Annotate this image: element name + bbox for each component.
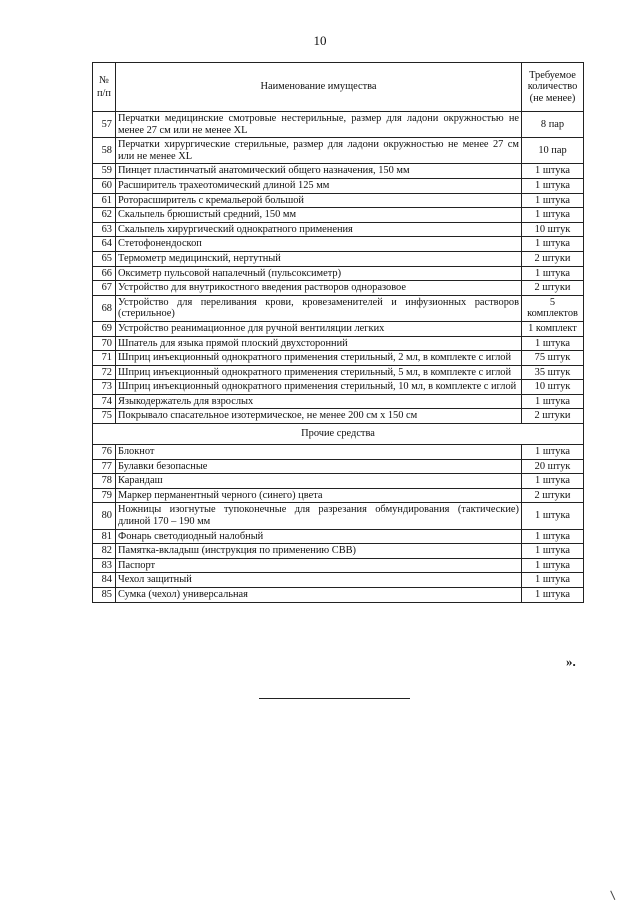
row-name: Устройство для переливания крови, кровезаменителей и инфузионных растворов (стерильное) [116,295,522,321]
table-row [93,459,584,474]
row-number: 58 [93,138,116,164]
table-header-row [93,63,584,112]
section-row [93,424,584,445]
row-quantity: 10 штук [522,222,584,237]
row-name: Стетофонендоскоп [116,237,522,252]
row-quantity: 1 штука [522,529,584,544]
row-name: Маркер перманентный черного (синего) цвета [116,488,522,503]
table-row [93,409,584,424]
row-quantity: 10 пар [522,138,584,164]
row-name: Паспорт [116,558,522,573]
row-name: Покрывало спасательное изотермическое, не менее 200 см x 150 см [116,409,522,424]
row-quantity: 5 комплектов [522,295,584,321]
row-name: Булавки безопасные [116,459,522,474]
row-name: Перчатки хирургические стерильные, размер для ладони окружностью не менее 27 см или не менее XL [116,138,522,164]
end-divider-line [259,698,410,699]
table-row [93,251,584,266]
row-quantity: 1 комплект [522,321,584,336]
row-name: Шприц инъекционный однократного применения стерильный, 2 мл, в комплекте с иглой [116,351,522,366]
row-number: 80 [93,503,116,529]
closing-quote: ». [566,654,576,669]
table-row [93,193,584,208]
table-row [93,394,584,409]
table-row [93,336,584,351]
table-row [93,365,584,380]
row-number: 71 [93,351,116,366]
table-body-medical [93,112,584,424]
table-row [93,138,584,164]
table-row [93,295,584,321]
row-name: Устройство реанимационное для ручной вентиляции легких [116,321,522,336]
row-quantity: 10 штук [522,380,584,395]
section-title: Прочие средства [93,424,584,445]
row-quantity: 2 штуки [522,409,584,424]
row-name: Пинцет пластинчатый анатомический общего назначения, 150 мм [116,164,522,179]
row-number: 83 [93,558,116,573]
row-number: 78 [93,474,116,489]
table-row [93,558,584,573]
table-row [93,112,584,138]
row-name: Языкодержатель для взрослых [116,394,522,409]
row-name: Памятка-вкладыш (инструкция по применению СВВ) [116,544,522,559]
row-name: Устройство для внутрикостного введения растворов одноразовое [116,281,522,296]
table-row [93,281,584,296]
row-number: 72 [93,365,116,380]
row-number: 75 [93,409,116,424]
row-quantity: 75 штук [522,351,584,366]
row-quantity: 1 штука [522,588,584,603]
table-row [93,222,584,237]
table-section [93,424,584,445]
row-number: 60 [93,178,116,193]
page-number: 10 [313,33,327,48]
row-quantity: 1 штука [522,178,584,193]
row-quantity: 1 штука [522,193,584,208]
row-quantity: 1 штука [522,394,584,409]
row-quantity: 8 пар [522,112,584,138]
row-name: Скальпель хирургический однократного применения [116,222,522,237]
table-body-other [93,445,584,603]
table-row [93,208,584,223]
table-row [93,445,584,460]
row-quantity: 35 штук [522,365,584,380]
row-number: 82 [93,544,116,559]
row-quantity: 1 штука [522,544,584,559]
equipment-table [92,62,584,603]
row-quantity: 20 штук [522,459,584,474]
row-number: 70 [93,336,116,351]
row-number: 79 [93,488,116,503]
table-row [93,178,584,193]
row-quantity: 1 штука [522,503,584,529]
table-row [93,488,584,503]
row-name: Перчатки медицинские смотровые нестерильные, размер для ладони окружностью не менее 27 см или не менее XL [116,112,522,138]
table-row [93,266,584,281]
corner-mark [610,888,621,900]
row-number: 68 [93,295,116,321]
row-number: 59 [93,164,116,179]
table-row [93,321,584,336]
row-name: Блокнот [116,445,522,460]
table-row [93,351,584,366]
table-row [93,164,584,179]
row-name: Шприц инъекционный однократного применения стерильный, 5 мл, в комплекте с иглой [116,365,522,380]
row-number: 66 [93,266,116,281]
row-name: Роторасширитель с кремальерой большой [116,193,522,208]
table-row [93,529,584,544]
row-number: 62 [93,208,116,223]
row-number: 84 [93,573,116,588]
table-row [93,503,584,529]
row-number: 74 [93,394,116,409]
row-name: Карандаш [116,474,522,489]
row-number: 81 [93,529,116,544]
row-number: 77 [93,459,116,474]
header-name: Наименование имущества [116,63,522,112]
row-quantity: 1 штука [522,558,584,573]
row-number: 73 [93,380,116,395]
row-name: Термометр медицинский, нертутный [116,251,522,266]
row-number: 67 [93,281,116,296]
header-qty: Требуемое количество (не менее) [522,63,584,112]
row-quantity: 1 штука [522,573,584,588]
table-row [93,474,584,489]
row-quantity: 2 штуки [522,251,584,266]
row-name: Скальпель брюшистый средний, 150 мм [116,208,522,223]
table-row [93,544,584,559]
table-row [93,380,584,395]
row-name: Расширитель трахеотомический длиной 125 мм [116,178,522,193]
row-number: 85 [93,588,116,603]
header-num: № п/п [93,63,116,112]
row-quantity: 1 штука [522,208,584,223]
row-quantity: 1 штука [522,266,584,281]
row-number: 64 [93,237,116,252]
table-row [93,237,584,252]
row-quantity: 1 штука [522,336,584,351]
row-quantity: 2 штуки [522,281,584,296]
row-name: Чехол защитный [116,573,522,588]
row-number: 57 [93,112,116,138]
row-quantity: 1 штука [522,164,584,179]
row-number: 61 [93,193,116,208]
row-number: 76 [93,445,116,460]
row-name: Оксиметр пульсовой напалечный (пульсоксиметр) [116,266,522,281]
row-name: Ножницы изогнутые тупоконечные для разрезания обмундирования (тактические) длиной 170 – 190 мм [116,503,522,529]
row-quantity: 2 штуки [522,488,584,503]
row-number: 63 [93,222,116,237]
table-row [93,573,584,588]
row-name: Фонарь светодиодный налобный [116,529,522,544]
row-quantity: 1 штука [522,237,584,252]
row-quantity: 1 штука [522,474,584,489]
row-name: Шприц инъекционный однократного применения стерильный, 10 мл, в комплекте с иглой [116,380,522,395]
row-number: 65 [93,251,116,266]
row-quantity: 1 штука [522,445,584,460]
row-name: Шпатель для языка прямой плоский двухсторонний [116,336,522,351]
row-name: Сумка (чехол) универсальная [116,588,522,603]
table-row [93,588,584,603]
row-number: 69 [93,321,116,336]
